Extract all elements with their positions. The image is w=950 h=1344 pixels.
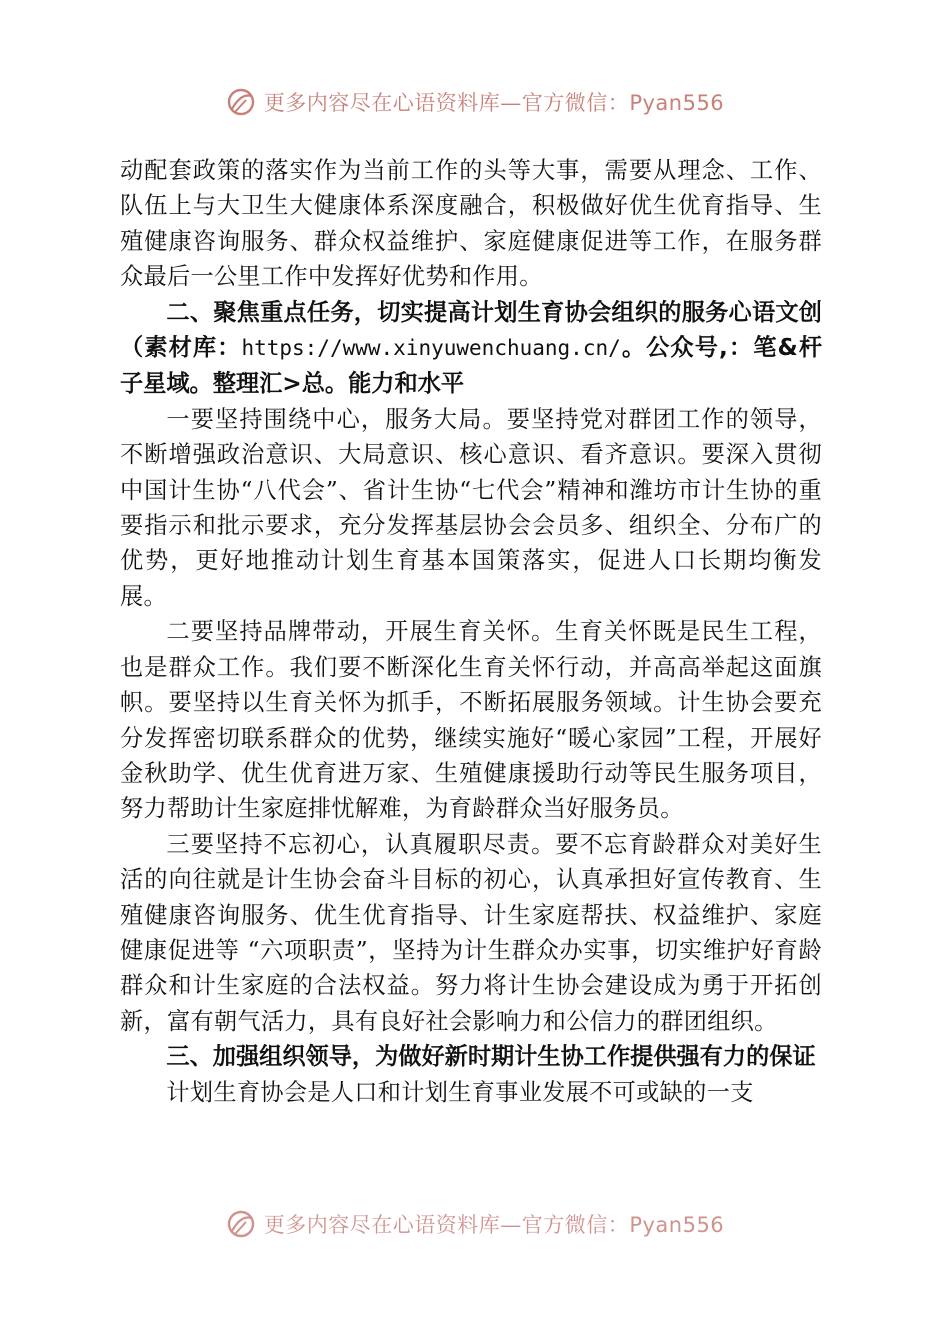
section-heading-2: 二、聚焦重点任务，切实提高计划生育协会组织的服务心语文创（素材库：https://www.xinyuwenchuang.cn/。公众号,：笔&杆子星域。整理汇>总。能力和水平 [120,298,823,398]
paragraph-section-3-start: 计划生育协会是人口和计划生育事业发展不可或缺的一支 [166,1078,754,1106]
watermark-footer [0,1204,950,1244]
brand-logo-icon [226,87,256,117]
paragraph-point-1: 一要坚持围绕中心，服务大局。要坚持党对群团工作的领导，不断增强政治意识、大局意识、核心意识、看齐意识。要深入贯彻中国计生协“八代会”、省计生协“七代会”精神和潍坊市计生协的重要指示和批示要求，充分发挥基层协会会员多、组织全、分布广的优势，更好地推动计划生育基本国策落实，促进人口长期均衡发展。 [120,405,822,610]
watermark-text: 更多内容尽在心语资料库—官方微信：Pyan556 [263,1213,725,1237]
document-body [120,153,822,1110]
paragraph-point-2: 二要坚持品牌带动，开展生育关怀。生育关怀既是民生工程，也是群众工作。我们要不断深化生育关怀行动，并高高举起这面旗帜。要坚持以生育关怀为抓手，不断拓展服务领域。计生协会要充分发挥密切联系群众的优势，继续实施好“暖心家园”工程，开展好金秋助学、优生优育进万家、生殖健康援助行动等民生服务项目，努力帮助计生家庭排忧解难，为育龄群众当好服务员。 [120,618,822,823]
section-heading-3: 三、加强组织领导，为做好新时期计生协工作提供强有力的保证 [166,1043,816,1071]
watermark-text: 更多内容尽在心语资料库—官方微信：Pyan556 [263,91,725,115]
paragraph-point-3: 三要坚持不忘初心，认真履职尽责。要不忘育龄群众对美好生活的向往就是计生协会奋斗目标的初心，认真承担好宣传教育、生殖健康咨询服务、优生优育指导、计生家庭帮扶、权益维护、家庭健康促进等 “六项职责”，坚持为计生群众办实事，切实维护好育龄群众和计生家庭的合法权益。努力将计生协会建设成为勇于开拓创新，富有朝气活力，具有良好社会影响力和公信力的群团组织。 [120,830,822,1035]
watermark-header [0,82,950,122]
source-url: https://www.xinyuwenchuang.cn/ [241,336,621,361]
brand-logo-icon [226,1209,256,1239]
paragraph-intro: 动配套政策的落实作为当前工作的头等大事，需要从理念、工作、队伍上与大卫生大健康体系深度融合，积极做好优生优育指导、生殖健康咨询服务、群众权益维护、家庭健康促进等工作，在服务群众最后一公里工作中发挥好优势和作用。 [120,157,822,291]
